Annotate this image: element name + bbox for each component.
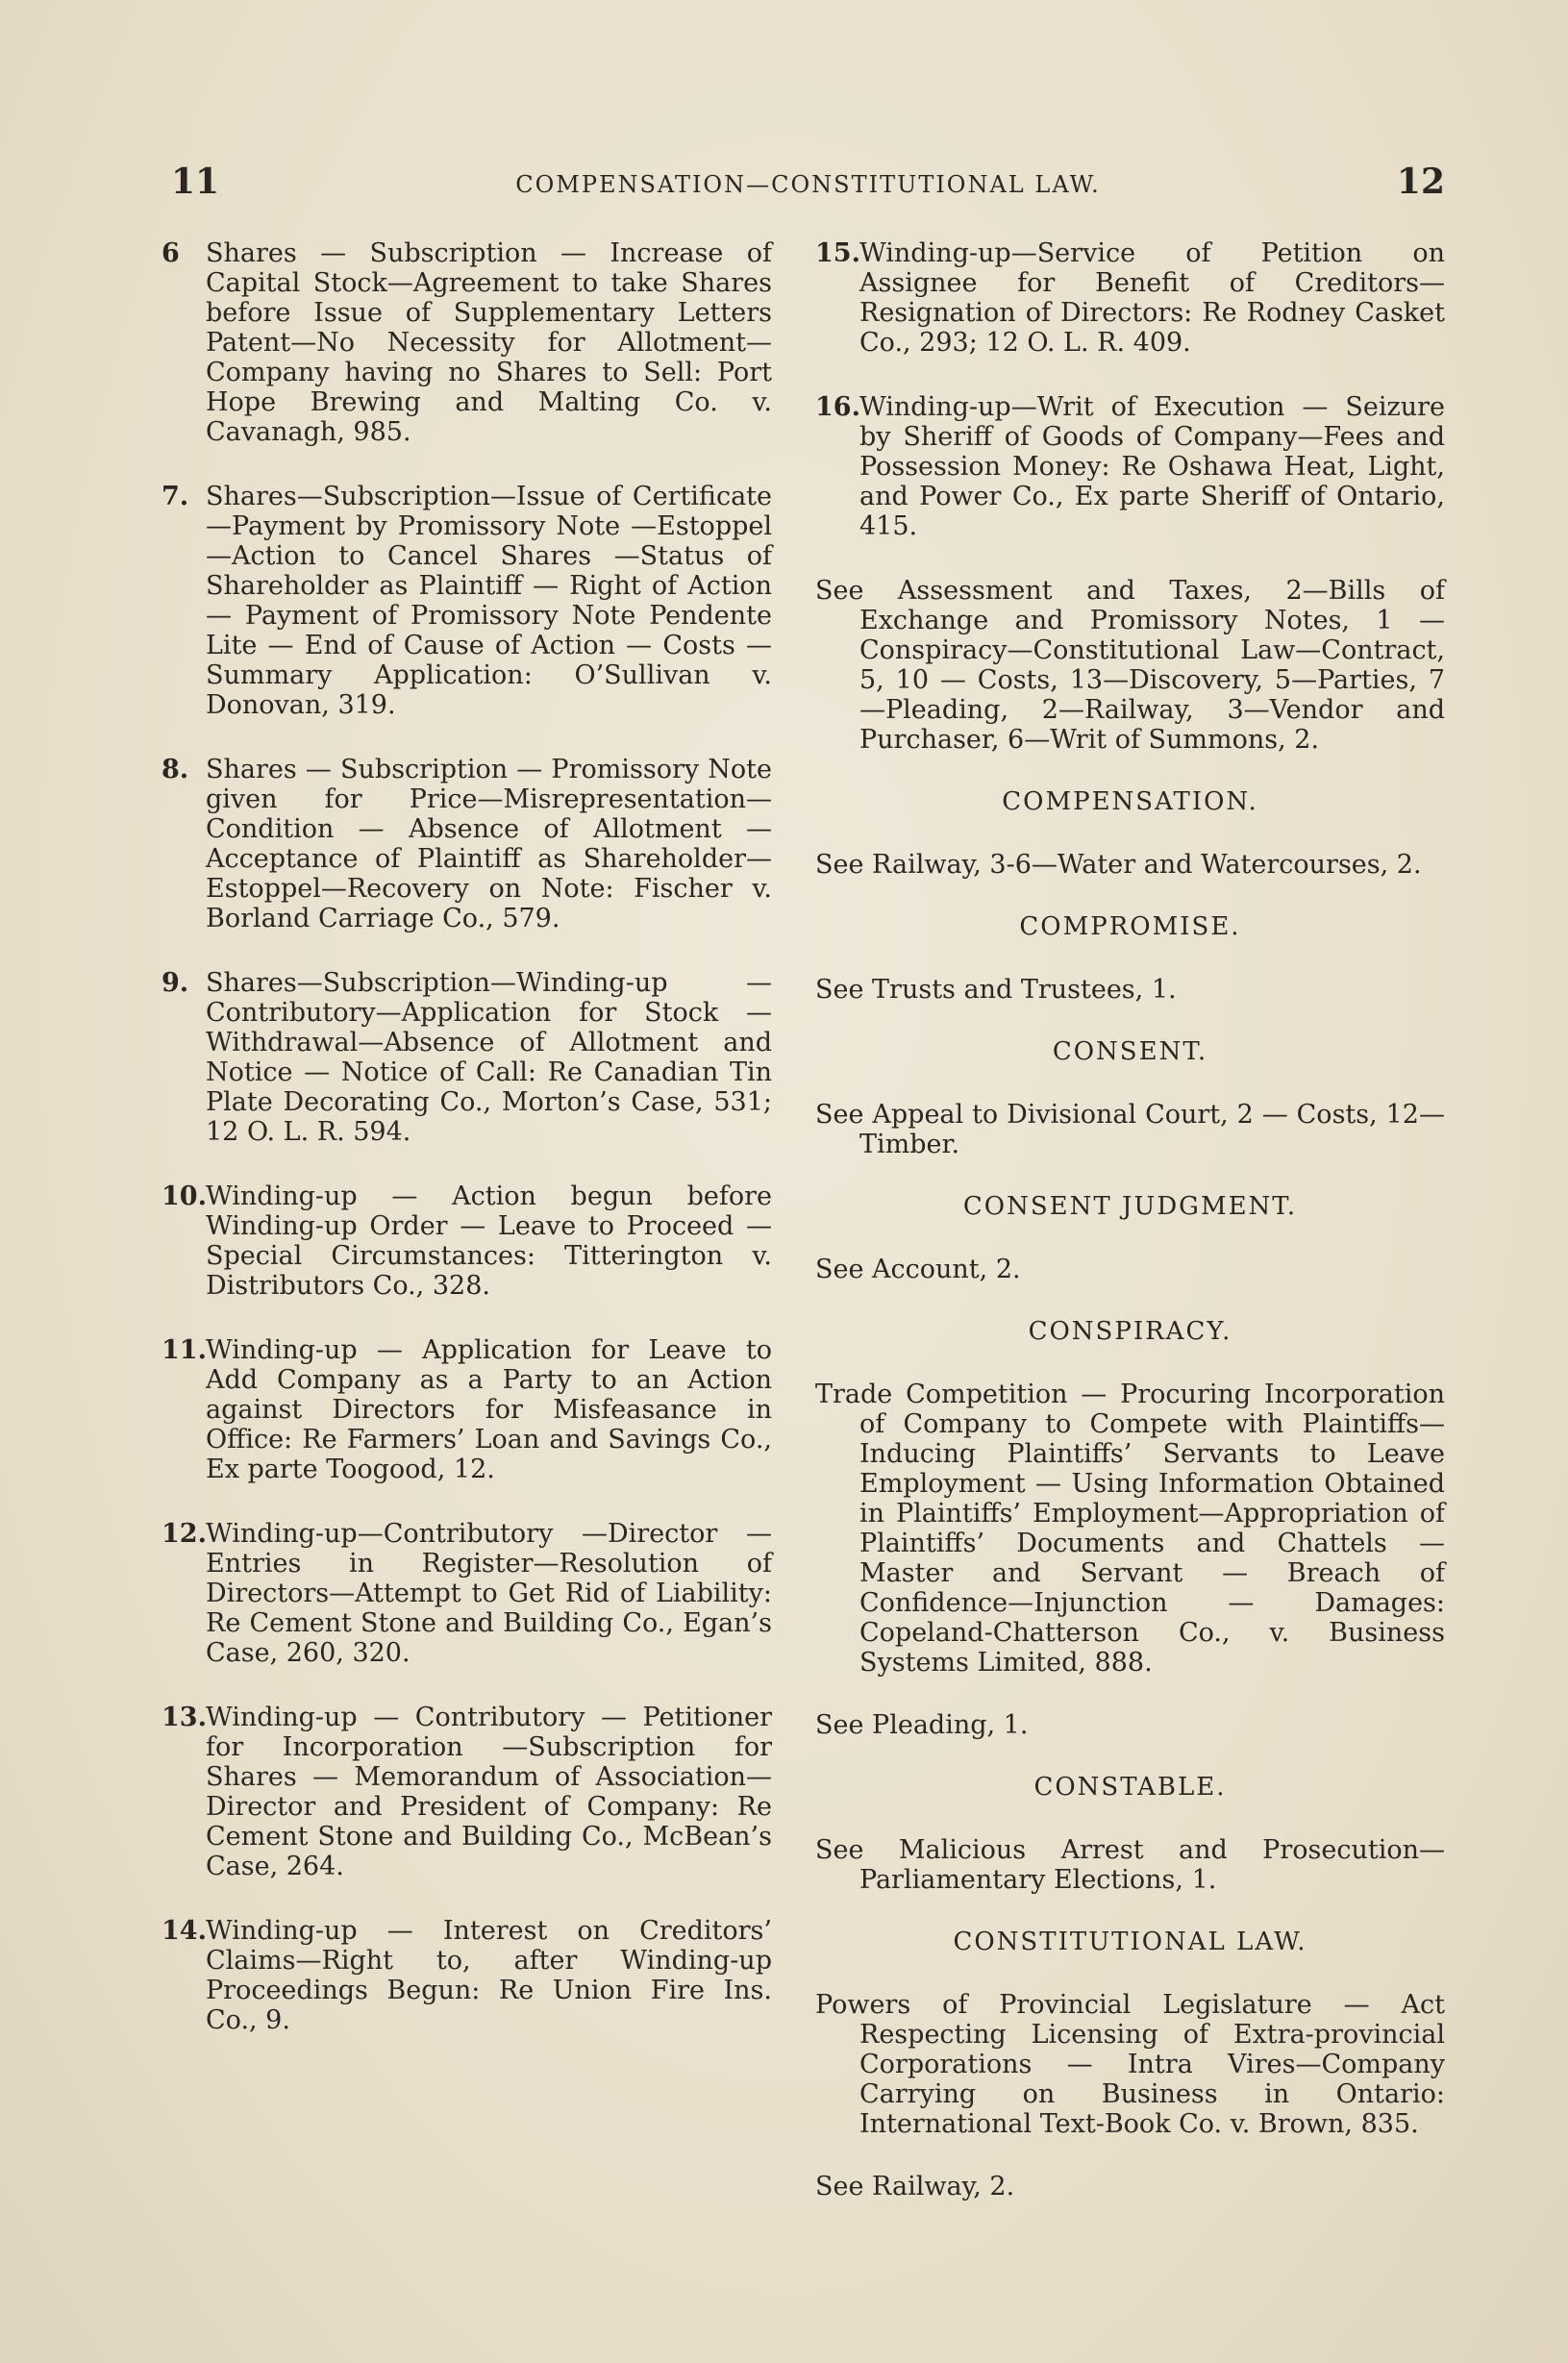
entry-text: Winding-up — Contributory — Petitioner for Incorporation —Subscription for Shares — Memorandum of Association—Director and President of Company: Re Cement Stone and Building Co., McBean’s Case, 264.: [206, 1703, 772, 1881]
index-entry: [162, 238, 772, 447]
index-entry: [162, 1519, 772, 1668]
right-column: [815, 238, 1445, 2234]
see-also-reference: See Appeal to Divisional Court, 2 — Costs, 12—Timber.: [815, 1100, 1445, 1159]
entry-number: 10.: [162, 1182, 207, 1211]
entry-number: 8.: [162, 755, 189, 784]
index-entry: [162, 482, 772, 720]
see-also-reference: See Railway, 3-6—Water and Watercourses, 2.: [815, 850, 1422, 880]
index-entry: [162, 1335, 772, 1484]
see-also-reference: See Account, 2.: [815, 1255, 1021, 1284]
entry-text: Shares — Subscription — Promissory Note given for Price—Misrepresentation—Condition — Absence of Allotment — Acceptance of Plaintiff as Shareholder—Estoppel—Recovery on Note: Fischer v. Borland Carriage Co., 579.: [206, 755, 772, 933]
entry-number: 6: [162, 238, 180, 268]
right-page-number: 12: [1396, 162, 1445, 202]
section-heading-conspiracy: CONSPIRACY.: [1028, 1317, 1232, 1346]
entry-number: 16.: [815, 392, 860, 422]
entry-number: 9.: [162, 968, 189, 998]
entry-number: 7.: [162, 482, 189, 511]
index-entry: [162, 755, 772, 933]
entry-text: Winding-up—Contributory —Director —Entries in Register—Resolution of Directors—Attempt to Get Rid of Liability: Re Cement Stone and Building Co., Egan’s Case, 260, 320.: [206, 1519, 772, 1668]
entry-text: Winding-up—Service of Petition on Assignee for Benefit of Creditors—Resignation of Directors: Re Rodney Casket Co., 293; 12 O. L. R. 409.: [859, 238, 1445, 358]
index-entry: [162, 1182, 772, 1301]
see-also-reference: See Railway, 2.: [815, 2172, 1015, 2201]
index-entry: [162, 968, 772, 1147]
running-title: COMPENSATION—CONSTITUTIONAL LAW.: [515, 171, 1101, 198]
section-heading-compromise: COMPROMISE.: [1019, 912, 1241, 941]
see-also-reference: See Trusts and Trustees, 1.: [815, 975, 1177, 1005]
index-entry: [815, 238, 1445, 358]
entry-text: Winding-up — Action begun before Winding-up Order — Leave to Proceed — Special Circumstances: Titterington v. Distributors Co., 328.: [206, 1182, 772, 1301]
entry-number: 12.: [162, 1519, 207, 1549]
section-heading-constitutional-law: CONSTITUTIONAL LAW.: [953, 1928, 1307, 1956]
index-entry: Powers of Provincial Legislature — Act Respecting Licensing of Extra-provincial Corporations — Intra Vires—Company Carrying on Business in Ontario: International Text-Book Co. v. Brown, 835.: [815, 1990, 1445, 2139]
section-heading-compensation: COMPENSATION.: [1002, 787, 1258, 816]
index-entry: [815, 392, 1445, 541]
left-column: [162, 238, 772, 2070]
see-also-reference: See Assessment and Taxes, 2—Bills of Exchange and Promissory Notes, 1 —Conspiracy—Constitutional Law—Contract, 5, 10 — Costs, 13—Discovery, 5—Parties, 7—Pleading, 2—Railway, 3—Vendor and Purchaser, 6—Writ of Summons, 2.: [815, 576, 1445, 755]
entry-number: 14.: [162, 1916, 207, 1946]
section-heading-constable: CONSTABLE.: [1033, 1773, 1227, 1802]
left-page-number: 11: [171, 162, 220, 202]
entry-text: Winding-up — Interest on Creditors’ Claims—Right to, after Winding-up Proceedings Begun: Re Union Fire Ins. Co., 9.: [206, 1916, 772, 2035]
entry-number: 15.: [815, 238, 860, 268]
entry-number: 13.: [162, 1703, 207, 1732]
entry-text: Shares—Subscription—Winding-up — Contributory—Application for Stock —Withdrawal—Absence of Allotment and Notice — Notice of Call: Re Canadian Tin Plate Decorating Co., Morton’s Case, 531; 12 O. L. R. 594.: [206, 968, 772, 1147]
see-also-reference: See Pleading, 1.: [815, 1710, 1029, 1740]
index-entry: [162, 1703, 772, 1881]
entry-text: Winding-up — Application for Leave to Add Company as a Party to an Action against Directors for Misfeasance in Office: Re Farmers’ Loan and Savings Co., Ex parte Toogood, 12.: [206, 1335, 772, 1484]
index-entry: [162, 1916, 772, 2035]
see-also-reference: See Malicious Arrest and Prosecution—Parliamentary Elections, 1.: [815, 1835, 1445, 1895]
entry-number: 11.: [162, 1335, 207, 1365]
section-heading-consent: CONSENT.: [1052, 1037, 1208, 1066]
entry-text: Winding-up—Writ of Execution — Seizure by Sheriff of Goods of Company—Fees and Possession Money: Re Oshawa Heat, Light, and Power Co., Ex parte Sheriff of Ontario, 415.: [859, 392, 1445, 541]
page-header: [171, 162, 1445, 210]
section-heading-consent-judgment: CONSENT JUDGMENT.: [962, 1192, 1298, 1221]
index-entry: Trade Competition — Procuring Incorporation of Company to Compete with Plaintiffs—Inducing Plaintiffs’ Servants to Leave Employment — Using Information Obtained in Plaintiffs’ Employment—Appropriation of Plaintiffs’ Documents and Chattels — Master and Servant — Breach of Confidence—Injunction — Damages: Copeland-Chatterson Co., v. Business Systems Limited, 888.: [815, 1380, 1445, 1678]
entry-text: Shares — Subscription — Increase of Capital Stock—Agreement to take Shares before Issue of Supplementary Letters Patent—No Necessity for Allotment—Company having no Shares to Sell: Port Hope Brewing and Malting Co. v. Cavanagh, 985.: [206, 238, 772, 447]
entry-text: Shares—Subscription—Issue of Certificate—Payment by Promissory Note —Estoppel—Action to Cancel Shares —Status of Shareholder as Plaintiff — Right of Action — Payment of Promissory Note Pendente Lite — End of Cause of Action — Costs — Summary Application: O’Sullivan v. Donovan, 319.: [206, 482, 772, 720]
